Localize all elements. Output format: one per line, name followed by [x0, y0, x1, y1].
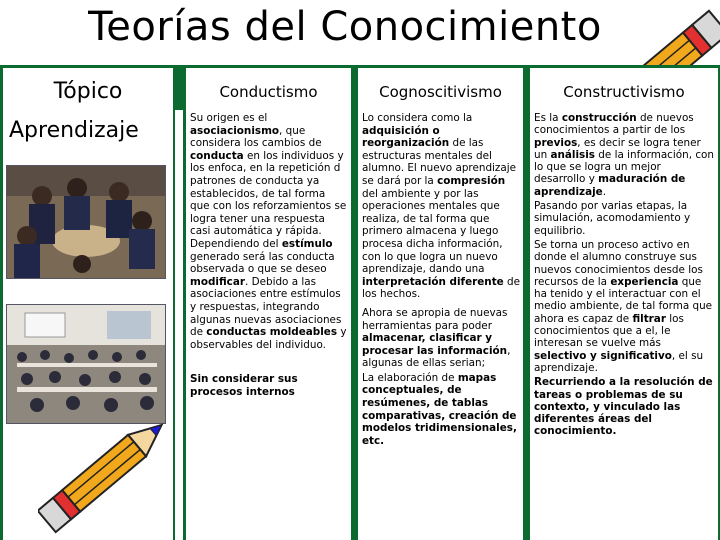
cognoscitivismo-p2: Ahora se apropia de nuevas herramientas para poder almacenar, clasificar y procesar las información, algunas de ellas serian;	[362, 306, 511, 370]
constructivismo-p2: Pasando por varias etapas, la simulación, acomodamiento y equilibrio.	[534, 200, 691, 237]
constructivismo-p1: Es la construcción de nuevos conocimientos a partir de los previos, es decir se logra tener un análisis de la información, con lo que se logra un mejor desarrollo y maduración de aprendizaje.	[534, 112, 714, 198]
cognoscitivismo-cell	[358, 110, 523, 540]
header-conductismo: Conductismo	[186, 68, 351, 113]
constructivismo-p4: Recurriendo a la resolución de tareas o problemas de su contexto, y vinculado las diferentes áreas del conocimiento.	[534, 376, 713, 438]
row-label: Aprendizaje	[9, 118, 139, 143]
header-constructivismo: Constructivismo	[530, 68, 718, 113]
cognoscitivismo-p1: Lo considera como la adquisición o reorganización de las estructuras mentales del alumno. El nuevo aprendizaje se dará por la compresión del ambiente y por las operaciones mentales que realiza, de tal forma que primero almacena y luego procesa dicha información, con lo que logra un nuevo aprendizaje, dando una interpretación diferente de los hechos.	[362, 112, 521, 301]
conductismo-footer: Sin considerar sus procesos internos	[190, 373, 298, 398]
header-topic: Tópico	[3, 68, 173, 113]
constructivismo-p3: Se torna un proceso activo en donde el alumno construye sus nuevos conocimientos desde los recursos de la experiencia que ha tenido y el interactuar con el medio ambiente, de tal forma que ahora es capaz de filtrar los conocimientos que a el, le interesan se vuelve más selectivo y significativo, el su aprendizaje.	[534, 238, 713, 374]
conductismo-cell	[186, 110, 351, 540]
constructivismo-cell	[530, 110, 718, 540]
header-cognoscitivismo: Cognoscitivismo	[358, 68, 523, 113]
page-title: Teorías del Conocimiento	[88, 4, 602, 50]
cognoscitivismo-p3: La elaboración de mapas conceptuales, de resúmenes, de tablas comparativas, creación de modelos tridimensionales, etc.	[362, 371, 517, 447]
pencil-icon	[38, 400, 178, 540]
classroom-students-photo	[6, 165, 166, 279]
conductismo-text: Su origen es el asociacionismo, que considera los cambios de conducta en los individuos y los enfoca, en la repetición d patrones de conducta ya establecidos, de tal forma que con los reforzamientos se logra tener una respuesta casi automática y rápida. Dependiendo del estímulo generado será las conducta observada o que se deseo modificar. Debido a las asociaciones entre estímulos y respuestas, integrando algunas nuevas asociaciones de conductas moldeables y observables del individuo.	[190, 112, 347, 351]
